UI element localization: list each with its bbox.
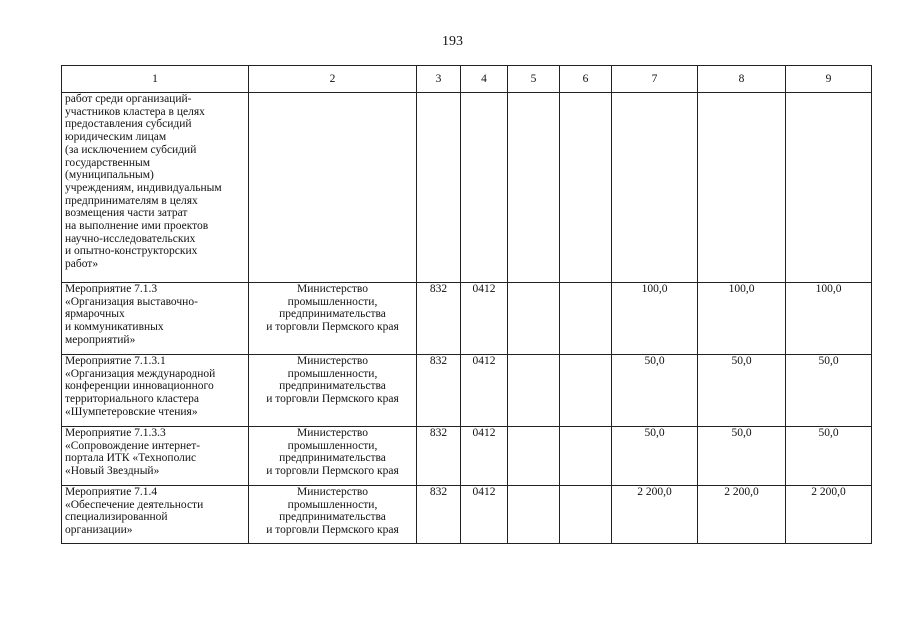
amount-col9-cell	[786, 93, 872, 283]
column-header-6: 6	[560, 66, 612, 93]
column-5-cell	[508, 283, 560, 355]
column-header-3: 3	[417, 66, 461, 93]
amount-col9-cell: 50,0	[786, 427, 872, 486]
executor-cell: Министерство промышленности, предпринимательства и торговли Пермского края	[249, 427, 417, 486]
column-header-8: 8	[698, 66, 786, 93]
grbs-code-cell: 832	[417, 355, 461, 427]
amount-col7-cell: 50,0	[612, 355, 698, 427]
grbs-code-cell: 832	[417, 283, 461, 355]
amount-col8-cell: 100,0	[698, 283, 786, 355]
column-header-7: 7	[612, 66, 698, 93]
activity-name-cell: Мероприятие 7.1.3.3 «Сопровождение интернет- портала ИТК «Технополис «Новый Звездный»	[62, 427, 249, 486]
grbs-code-cell: 832	[417, 486, 461, 544]
amount-col9-cell: 50,0	[786, 355, 872, 427]
amount-col8-cell: 50,0	[698, 355, 786, 427]
column-5-cell	[508, 427, 560, 486]
budget-table	[61, 65, 872, 544]
executor-cell: Министерство промышленности, предпринимательства и торговли Пермского края	[249, 355, 417, 427]
column-6-cell	[560, 93, 612, 283]
table-row	[62, 93, 872, 283]
table-row	[62, 486, 872, 544]
grbs-code-cell	[417, 93, 461, 283]
header-row	[62, 66, 872, 93]
grbs-code-cell: 832	[417, 427, 461, 486]
column-5-cell	[508, 93, 560, 283]
page-number: 193	[442, 34, 463, 49]
section-code-cell: 0412	[461, 283, 508, 355]
section-code-cell: 0412	[461, 355, 508, 427]
column-header-4: 4	[461, 66, 508, 93]
activity-name-cell: Мероприятие 7.1.4 «Обеспечение деятельности специализированной организации»	[62, 486, 249, 544]
column-5-cell	[508, 486, 560, 544]
column-6-cell	[560, 427, 612, 486]
amount-col7-cell: 100,0	[612, 283, 698, 355]
column-header-5: 5	[508, 66, 560, 93]
table-row	[62, 283, 872, 355]
amount-col8-cell: 2 200,0	[698, 486, 786, 544]
amount-col8-cell	[698, 93, 786, 283]
amount-col7-cell	[612, 93, 698, 283]
executor-cell: Министерство промышленности, предпринимательства и торговли Пермского края	[249, 283, 417, 355]
activity-name-cell: Мероприятие 7.1.3 «Организация выставочно- ярмарочных и коммуникативных мероприятий»	[62, 283, 249, 355]
amount-col7-cell: 2 200,0	[612, 486, 698, 544]
table-row	[62, 427, 872, 486]
column-6-cell	[560, 486, 612, 544]
amount-col9-cell: 2 200,0	[786, 486, 872, 544]
amount-col9-cell: 100,0	[786, 283, 872, 355]
column-header-1: 1	[62, 66, 249, 93]
section-code-cell: 0412	[461, 427, 508, 486]
column-5-cell	[508, 355, 560, 427]
activity-name-cell: Мероприятие 7.1.3.1 «Организация международной конференции инновационного территориального кластера «Шумпетеровские чтения»	[62, 355, 249, 427]
column-header-2: 2	[249, 66, 417, 93]
amount-col8-cell: 50,0	[698, 427, 786, 486]
executor-cell: Министерство промышленности, предпринимательства и торговли Пермского края	[249, 486, 417, 544]
section-code-cell: 0412	[461, 486, 508, 544]
amount-col7-cell: 50,0	[612, 427, 698, 486]
table-row	[62, 355, 872, 427]
section-code-cell	[461, 93, 508, 283]
column-6-cell	[560, 283, 612, 355]
column-header-9: 9	[786, 66, 872, 93]
column-6-cell	[560, 355, 612, 427]
executor-cell	[249, 93, 417, 283]
activity-name-cell: работ среди организаций- участников кластера в целях предоставления субсидий юридическим лицам (за исключением субсидий государственным (муниципальным) учреждениям, индивидуальным предпринимателям в целях возмещения части затрат на выполнение ими проектов научно-исследовательских и опытно-конструкторских работ»	[62, 93, 249, 283]
